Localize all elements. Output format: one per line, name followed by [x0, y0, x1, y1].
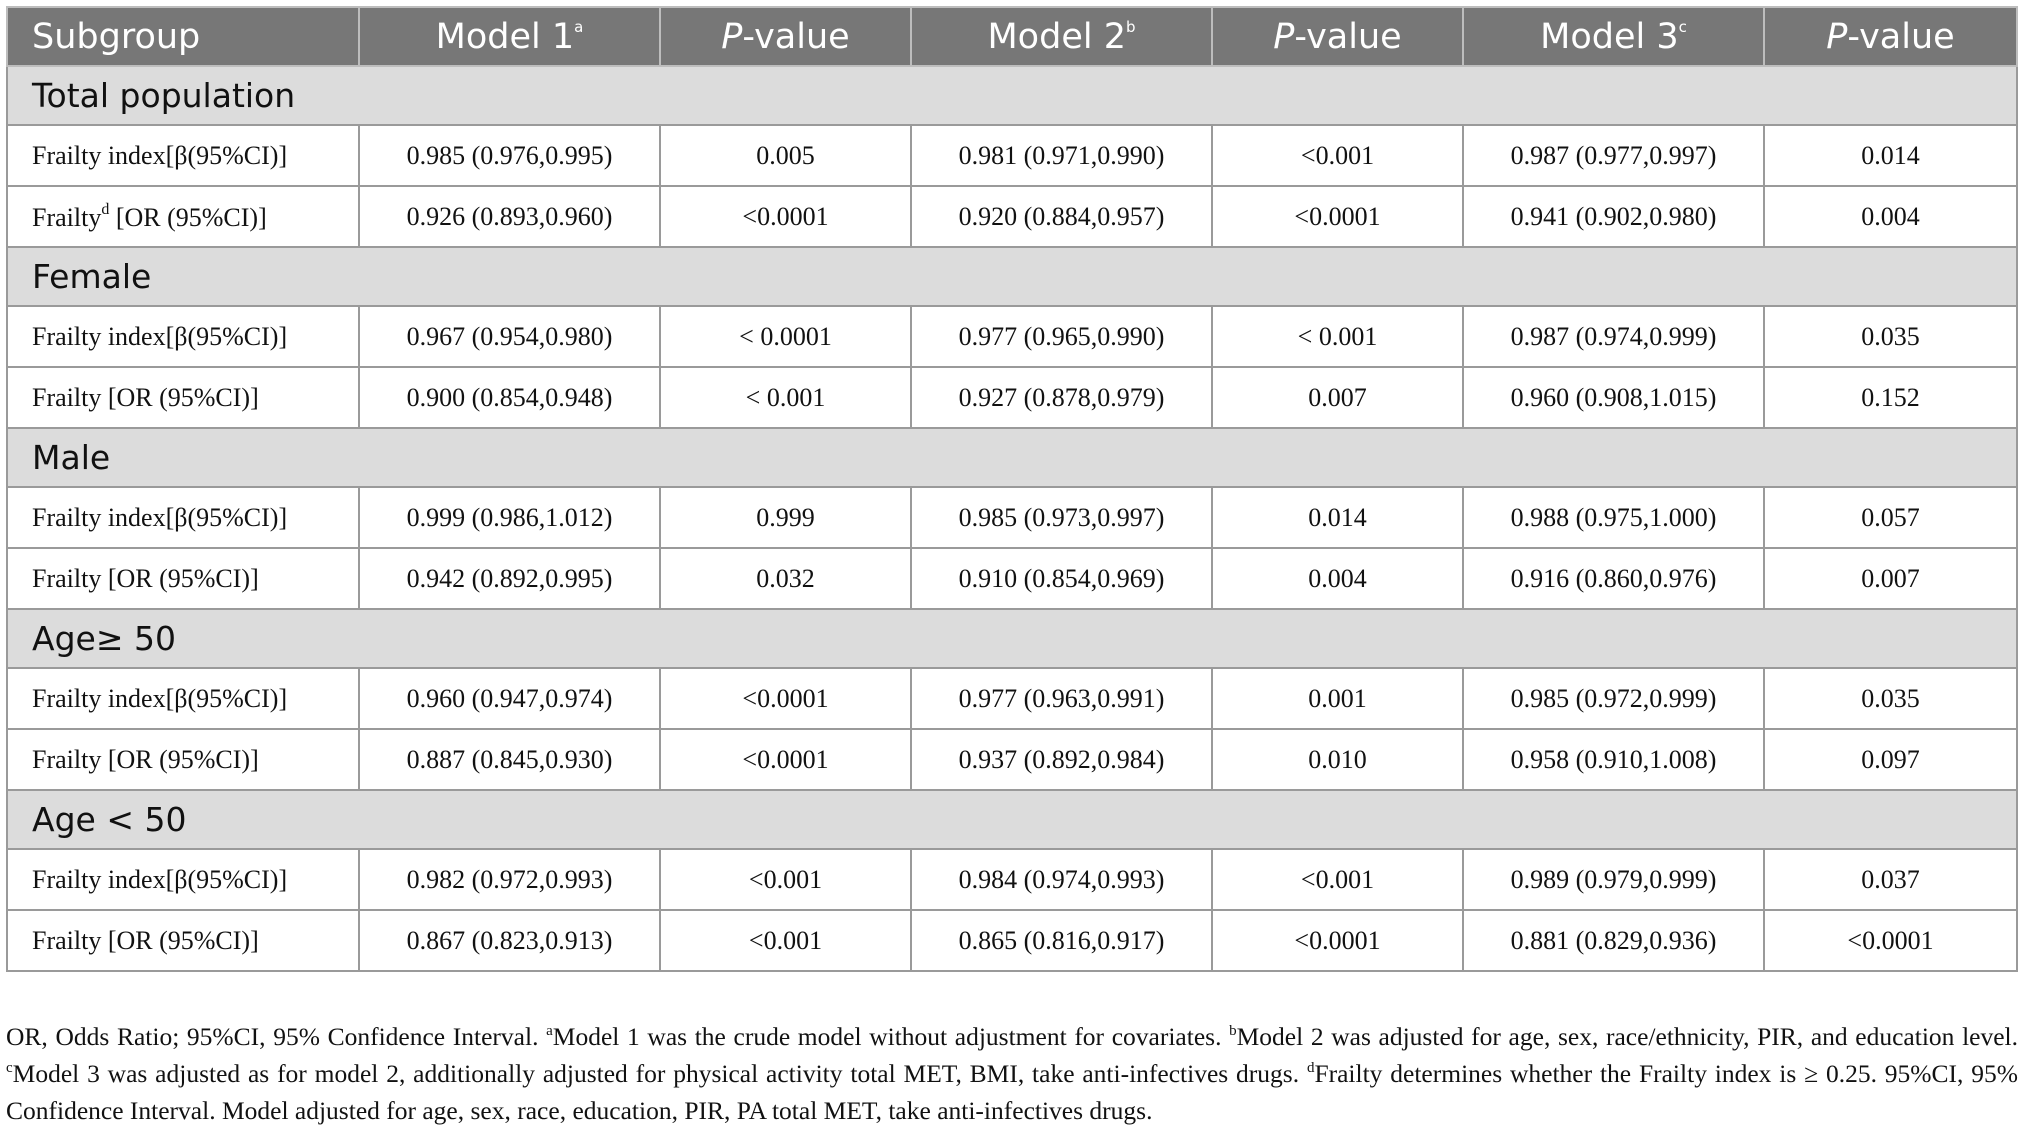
table-footnote	[6, 1018, 2018, 1129]
model-1-p-value: < 0.001	[660, 367, 911, 428]
p-value-rest: -value	[1847, 16, 1955, 57]
model-2-p-value: 0.014	[1212, 487, 1463, 548]
group-label: Total population	[7, 66, 2017, 125]
row-label	[7, 548, 359, 609]
model-3-p-value: 0.014	[1764, 125, 2017, 186]
row-label	[7, 729, 359, 790]
table-row	[7, 729, 2017, 790]
model-3-estimate: 0.960 (0.908,1.015)	[1463, 367, 1764, 428]
row-label-text: Frailty [OR (95%CI)]	[32, 382, 259, 412]
table-row	[7, 910, 2017, 971]
model-1-estimate: 0.999 (0.986,1.012)	[359, 487, 660, 548]
model-3-estimate: 0.988 (0.975,1.000)	[1463, 487, 1764, 548]
table-row	[7, 306, 2017, 367]
row-label-footnote-mark: d	[101, 200, 110, 218]
model-3-estimate: 0.916 (0.860,0.976)	[1463, 548, 1764, 609]
model-3-p-value: <0.0001	[1764, 910, 2017, 971]
header-model-2	[911, 7, 1212, 66]
header-p-value-1	[660, 7, 911, 66]
model-3-p-value: 0.007	[1764, 548, 2017, 609]
model-3-p-value: 0.152	[1764, 367, 2017, 428]
footnote-mark-d: d	[1306, 1060, 1315, 1076]
model-2-p-value: 0.007	[1212, 367, 1463, 428]
model-1-p-value: <0.0001	[660, 729, 911, 790]
model-1-estimate: 0.982 (0.972,0.993)	[359, 849, 660, 910]
model-2-p-value: 0.004	[1212, 548, 1463, 609]
model-2-p-value: <0.001	[1212, 849, 1463, 910]
model-3-estimate: 0.987 (0.974,0.999)	[1463, 306, 1764, 367]
group-header-row	[7, 66, 2017, 125]
results-table	[6, 6, 2018, 972]
model-1-p-value: < 0.0001	[660, 306, 911, 367]
table-row	[7, 668, 2017, 729]
group-header-row	[7, 428, 2017, 487]
row-label	[7, 367, 359, 428]
group-header-row	[7, 609, 2017, 668]
model-3-p-value: 0.037	[1764, 849, 2017, 910]
header-model-3-label: Model 3	[1540, 16, 1679, 57]
table-row	[7, 186, 2017, 247]
p-italic: P	[721, 16, 743, 57]
group-label: Age < 50	[7, 790, 2017, 849]
footnote-mark-a: a	[546, 1023, 553, 1039]
model-1-estimate: 0.887 (0.845,0.930)	[359, 729, 660, 790]
row-label	[7, 668, 359, 729]
model-2-p-value: <0.0001	[1212, 910, 1463, 971]
header-p-value-2	[1212, 7, 1463, 66]
model-1-p-value: <0.001	[660, 910, 911, 971]
model-2-estimate: 0.937 (0.892,0.984)	[911, 729, 1212, 790]
table-row	[7, 849, 2017, 910]
model-1-p-value: 0.032	[660, 548, 911, 609]
header-model-2-footnote-mark: b	[1125, 17, 1136, 36]
group-header-row	[7, 247, 2017, 306]
model-1-p-value: 0.005	[660, 125, 911, 186]
group-label: Female	[7, 247, 2017, 306]
model-2-p-value: <0.0001	[1212, 186, 1463, 247]
footnote-d-text: Frailty determines whether the Frailty index is ≥ 0.25. 95%CI, 95% Confidence Interval. Model adjusted for age, sex, race, education, PIR, PA total MET, take anti-infectives drugs.	[6, 1059, 2018, 1125]
row-label	[7, 849, 359, 910]
table-row	[7, 548, 2017, 609]
header-model-3	[1463, 7, 1764, 66]
group-label: Male	[7, 428, 2017, 487]
model-1-estimate: 0.900 (0.854,0.948)	[359, 367, 660, 428]
model-2-estimate: 0.984 (0.974,0.993)	[911, 849, 1212, 910]
model-1-p-value: <0.0001	[660, 668, 911, 729]
row-label	[7, 487, 359, 548]
model-1-p-value: <0.001	[660, 849, 911, 910]
table-row	[7, 487, 2017, 548]
model-2-estimate: 0.920 (0.884,0.957)	[911, 186, 1212, 247]
header-model-1-footnote-mark: a	[574, 17, 584, 36]
model-1-p-value: <0.0001	[660, 186, 911, 247]
model-2-estimate: 0.927 (0.878,0.979)	[911, 367, 1212, 428]
model-3-estimate: 0.941 (0.902,0.980)	[1463, 186, 1764, 247]
row-label-text: Frailty [OR (95%CI)]	[32, 925, 259, 955]
row-label-text: Frailty index[β(95%CI)]	[32, 140, 288, 170]
group-header-row	[7, 790, 2017, 849]
p-value-rest: -value	[742, 16, 850, 57]
model-2-p-value: 0.001	[1212, 668, 1463, 729]
model-2-estimate: 0.981 (0.971,0.990)	[911, 125, 1212, 186]
header-model-1	[359, 7, 660, 66]
results-table-container	[6, 6, 2016, 972]
model-3-p-value: 0.035	[1764, 306, 2017, 367]
row-label-text: Frailty index[β(95%CI)]	[32, 502, 288, 532]
table-row	[7, 367, 2017, 428]
group-label: Age≥ 50	[7, 609, 2017, 668]
p-italic: P	[1273, 16, 1295, 57]
row-label	[7, 306, 359, 367]
footnote-abbreviations: OR, Odds Ratio; 95%CI, 95% Confidence Interval.	[6, 1022, 547, 1051]
model-3-estimate: 0.985 (0.972,0.999)	[1463, 668, 1764, 729]
row-label-text: Frailty index[β(95%CI)]	[32, 321, 288, 351]
model-3-estimate: 0.958 (0.910,1.008)	[1463, 729, 1764, 790]
header-model-1-label: Model 1	[435, 16, 575, 57]
p-value-rest: -value	[1294, 16, 1402, 57]
row-label	[7, 125, 359, 186]
model-3-p-value: 0.057	[1764, 487, 2017, 548]
model-3-estimate: 0.987 (0.977,0.997)	[1463, 125, 1764, 186]
header-model-2-label: Model 2	[987, 16, 1126, 57]
row-label	[7, 186, 359, 247]
model-1-estimate: 0.942 (0.892,0.995)	[359, 548, 660, 609]
model-2-estimate: 0.977 (0.963,0.991)	[911, 668, 1212, 729]
model-2-estimate: 0.865 (0.816,0.917)	[911, 910, 1212, 971]
model-1-estimate: 0.926 (0.893,0.960)	[359, 186, 660, 247]
header-p-value-3	[1764, 7, 2017, 66]
header-model-3-footnote-mark: c	[1678, 17, 1687, 36]
row-label-text: Frailty [OR (95%CI)]	[32, 563, 259, 593]
footnote-mark-b: b	[1229, 1023, 1237, 1039]
model-3-estimate: 0.989 (0.979,0.999)	[1463, 849, 1764, 910]
p-italic: P	[1826, 16, 1848, 57]
model-2-estimate: 0.910 (0.854,0.969)	[911, 548, 1212, 609]
model-1-estimate: 0.967 (0.954,0.980)	[359, 306, 660, 367]
model-2-p-value: <0.001	[1212, 125, 1463, 186]
footnote-mark-c: c	[6, 1060, 13, 1076]
table-body	[7, 66, 2017, 971]
row-label-text: Frailty index[β(95%CI)]	[32, 864, 288, 894]
header-subgroup: Subgroup	[7, 7, 359, 66]
model-3-p-value: 0.004	[1764, 186, 2017, 247]
model-2-p-value: < 0.001	[1212, 306, 1463, 367]
footnote-c-text: Model 3 was adjusted as for model 2, additionally adjusted for physical activity total MET, BMI, take anti-infectives drugs.	[12, 1059, 1307, 1088]
row-label-text: Frailty [OR (95%CI)]	[32, 744, 259, 774]
model-1-estimate: 0.960 (0.947,0.974)	[359, 668, 660, 729]
table-header-row	[7, 7, 2017, 66]
row-label-text: Frailty index[β(95%CI)]	[32, 683, 288, 713]
row-label-text: Frailty	[32, 202, 102, 232]
footnote-a-text: Model 1 was the crude model without adjustment for covariates.	[552, 1022, 1230, 1051]
row-label-text-rest: [OR (95%CI)]	[109, 202, 267, 232]
model-2-p-value: 0.010	[1212, 729, 1463, 790]
model-3-p-value: 0.097	[1764, 729, 2017, 790]
model-2-estimate: 0.985 (0.973,0.997)	[911, 487, 1212, 548]
model-1-p-value: 0.999	[660, 487, 911, 548]
model-2-estimate: 0.977 (0.965,0.990)	[911, 306, 1212, 367]
model-3-p-value: 0.035	[1764, 668, 2017, 729]
footnote-b-text: Model 2 was adjusted for age, sex, race/ethnicity, PIR, and education level.	[1236, 1022, 2018, 1051]
model-1-estimate: 0.985 (0.976,0.995)	[359, 125, 660, 186]
model-3-estimate: 0.881 (0.829,0.936)	[1463, 910, 1764, 971]
model-1-estimate: 0.867 (0.823,0.913)	[359, 910, 660, 971]
table-row	[7, 125, 2017, 186]
row-label	[7, 910, 359, 971]
